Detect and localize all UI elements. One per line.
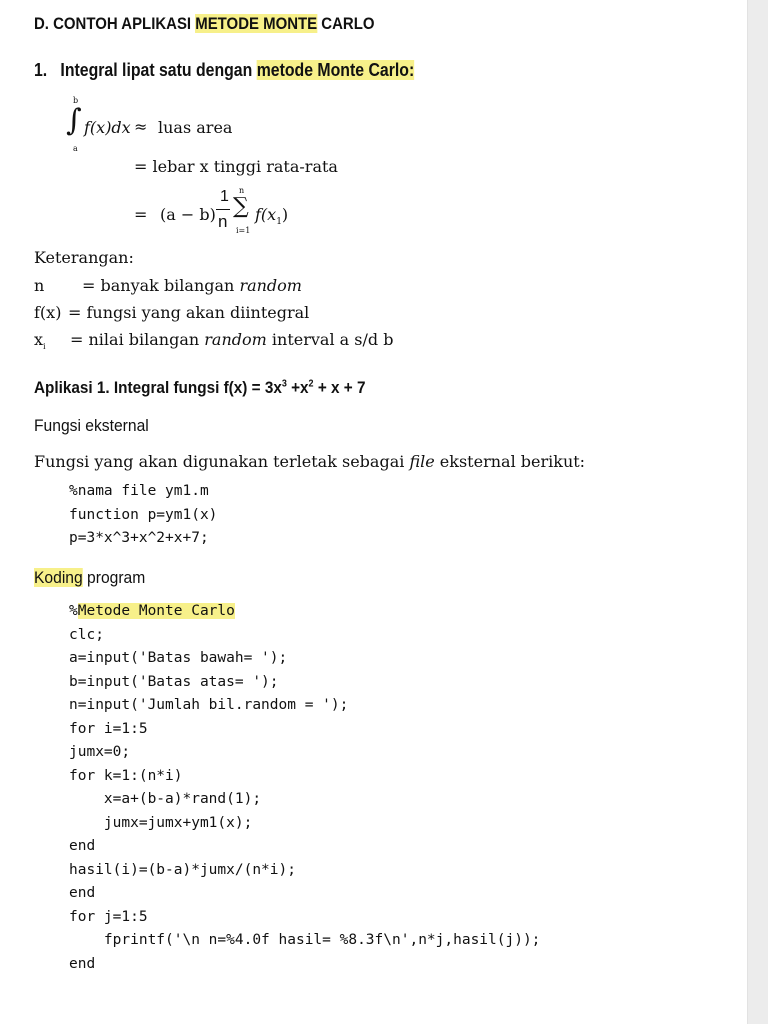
- keterangan-title: Keterangan:: [34, 248, 134, 267]
- ket-symbol: [34, 330, 70, 351]
- koding-highlight: Koding: [34, 568, 83, 587]
- ket-symbol-sub: i: [43, 342, 46, 352]
- ket-text: = fungsi yang akan diintegral: [68, 303, 310, 322]
- section-heading: [34, 14, 375, 34]
- ket-text: = nilai bilangan: [70, 330, 205, 349]
- aplikasi-sup: 2: [308, 378, 314, 390]
- code-line: for i=1:5: [69, 720, 148, 737]
- keterangan-item: [34, 276, 302, 295]
- ket-italic: random: [204, 330, 267, 349]
- comment-prefix: %: [69, 603, 78, 619]
- heading-highlight: METODE MONTE: [195, 14, 318, 33]
- code-line: end: [69, 838, 96, 854]
- sub-text: Integral lipat satu dengan: [60, 60, 257, 80]
- code-line: fprintf('\n n=%4.0f hasil= %8.3f\n',n*j,hasil(j));: [69, 932, 541, 948]
- formula-eq: =: [134, 205, 148, 224]
- aplikasi-end: + x + 7: [313, 378, 366, 397]
- code-line: b=input('Batas atas= ');: [69, 673, 279, 690]
- aplikasi-mid: +x: [286, 378, 309, 397]
- code-line: n=input('Jumlah bil.random = ');: [69, 697, 349, 713]
- aplikasi-title: [34, 378, 365, 398]
- code-line: p=3*x^3+x^2+x+7;: [69, 530, 209, 546]
- desc-text: Fungsi yang akan digunakan terletak sebagai: [34, 452, 410, 471]
- code-line: for j=1:5: [69, 908, 148, 925]
- code-line: jumx=jumx+ym1(x);: [69, 814, 253, 831]
- frac-denominator: n: [218, 212, 228, 231]
- fungsi-eksternal-title: Fungsi eksternal: [34, 416, 149, 435]
- heading-text-end: CARLO: [317, 14, 375, 33]
- ket-italic: random: [239, 276, 302, 295]
- sum-term-close: ): [281, 205, 289, 224]
- sum-upper-limit: n: [239, 186, 245, 195]
- code-line: %nama file ym1.m: [69, 483, 209, 499]
- sum-sign: ∑: [233, 194, 249, 219]
- integrand: f(x)dx: [84, 118, 131, 137]
- approx-sign: ≈: [134, 117, 148, 136]
- ket-text-end: interval a s/d b: [266, 330, 394, 349]
- ket-symbol: n: [34, 276, 45, 295]
- code-line: function p=ym1(x): [69, 506, 218, 523]
- ket-text: = banyak bilangan: [82, 276, 240, 295]
- koding-title: [34, 568, 145, 588]
- sum-term-sub: 1: [276, 217, 282, 228]
- formula-line-2: = lebar x tinggi rata-rata: [134, 157, 338, 176]
- luas-area: luas area: [158, 118, 233, 137]
- heading-text: D. CONTOH APLIKASI: [34, 14, 196, 33]
- sub-number: 1.: [34, 60, 48, 80]
- code-line: jumx=0;: [69, 744, 131, 760]
- sum-term: [255, 205, 288, 227]
- sum-term-f: f(x: [255, 205, 277, 224]
- sum-lower-limit: i=1: [236, 226, 251, 235]
- code-line: clc;: [69, 626, 104, 643]
- code-line: a=input('Batas bawah= ');: [69, 650, 288, 666]
- ket-symbol: f(x): [34, 303, 62, 322]
- frac-numerator: 1: [220, 188, 229, 205]
- keterangan-item: [34, 330, 393, 351]
- integral-lower-limit: a: [73, 144, 78, 153]
- sub-highlight: metode Monte Carlo:: [256, 60, 415, 80]
- scrollbar[interactable]: [747, 0, 768, 1024]
- integral-upper-limit: b: [73, 96, 79, 105]
- desc-italic: file: [409, 452, 435, 471]
- code-line: x=a+(b-a)*rand(1);: [69, 791, 262, 807]
- ket-symbol-x: x: [34, 330, 44, 349]
- formula-ab: (a − b): [160, 205, 216, 224]
- aplikasi-text: Aplikasi 1. Integral fungsi f(x) = 3x: [34, 378, 282, 397]
- code-line: end: [69, 885, 96, 901]
- subsection-heading: [34, 60, 414, 81]
- frac-bar: [216, 209, 230, 210]
- keterangan-item: [34, 303, 309, 322]
- aplikasi-sup: 3: [281, 378, 287, 390]
- koding-text: program: [82, 568, 146, 587]
- code-line: for k=1:(n*i): [69, 767, 183, 784]
- comment-highlight: Metode Monte Carlo: [77, 603, 235, 619]
- code-line: end: [69, 955, 96, 972]
- fungsi-eksternal-desc: [34, 452, 585, 471]
- program-code-block: [69, 600, 540, 976]
- integral-sign: ∫: [66, 103, 82, 138]
- code-line: hasil(i)=(b-a)*jumx/(n*i);: [69, 861, 296, 878]
- external-code-block: [69, 480, 217, 551]
- code-comment: [69, 600, 540, 624]
- desc-text-end: eksternal berikut:: [434, 452, 586, 471]
